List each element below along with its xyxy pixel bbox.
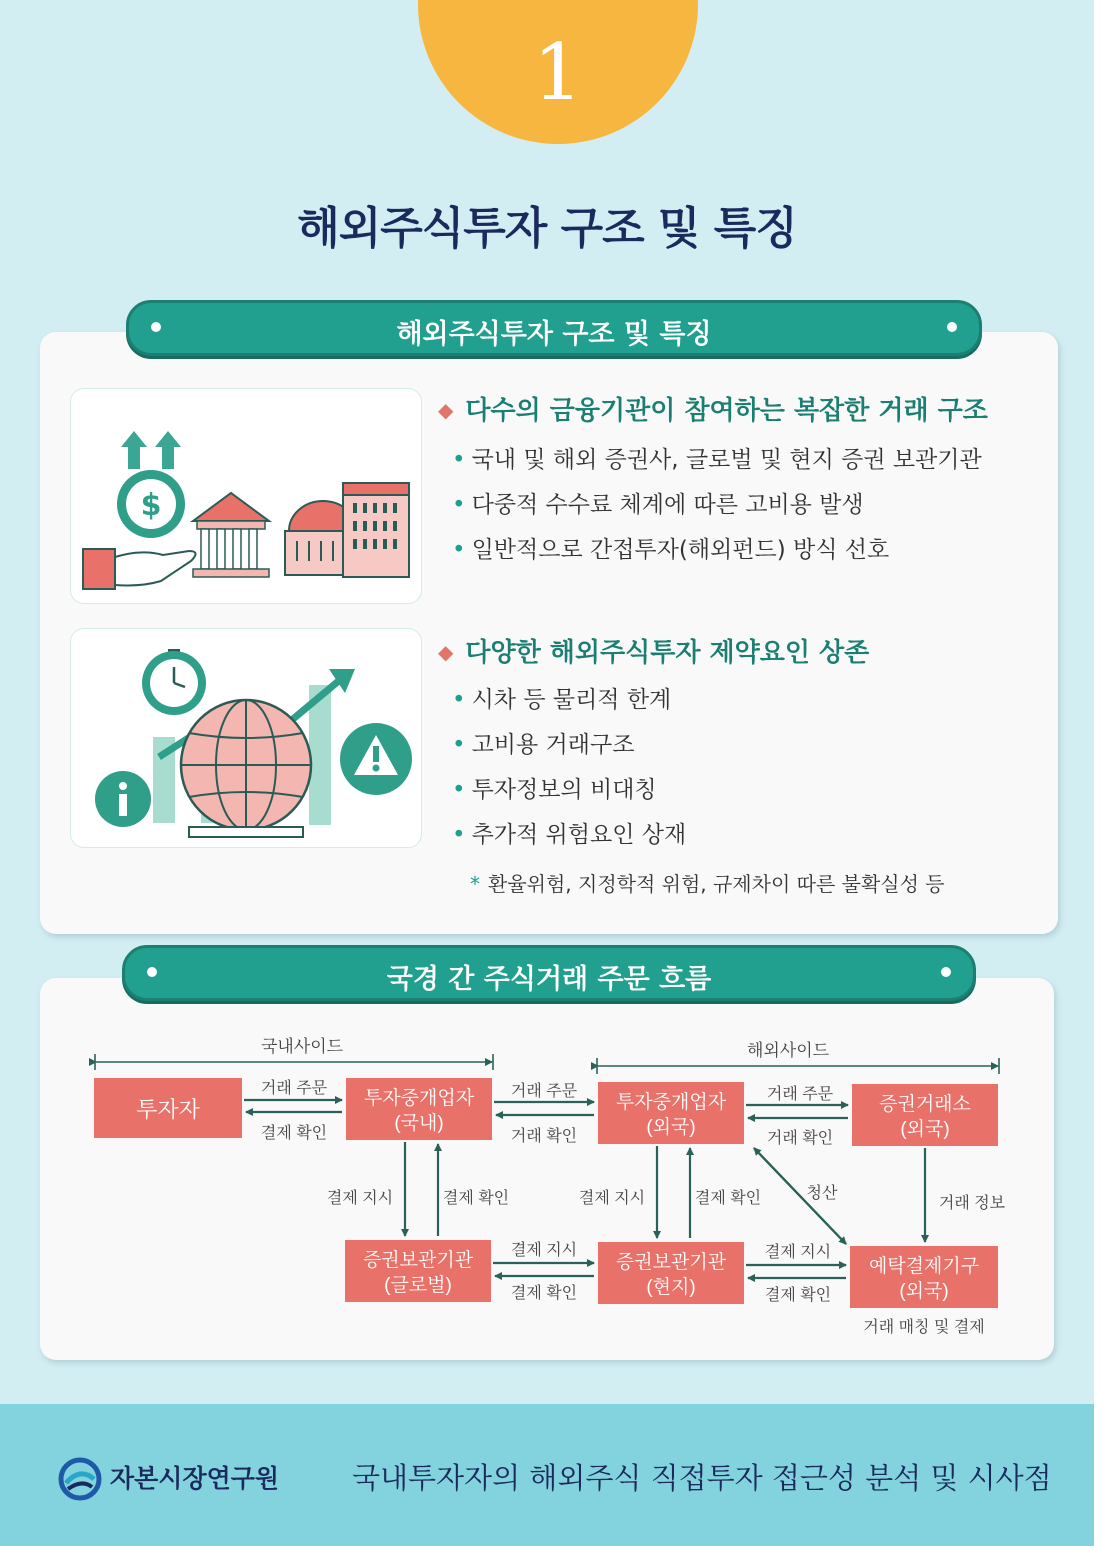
bullet-icon: • [452,537,466,563]
asterisk-icon: * [470,872,480,896]
report-title: 국내투자자의 해외주식 직접투자 접근성 분석 및 시사점 [352,1461,1052,1495]
box-label: 증권보관기관 [362,1250,474,1271]
info-icon [95,771,151,827]
flow-label: 거래 주문 [510,1083,578,1100]
bullet-text: 투자정보의 비대칭 [471,777,657,803]
page-title: 해외주식투자 구조 및 특징 [297,203,797,254]
flow-label: 청산 [806,1185,838,1202]
broker-domestic-box [346,1078,492,1140]
block1-bullets [452,438,982,573]
warning-icon [340,723,412,795]
flow-label: 결제 확인 [764,1287,832,1304]
number-badge [418,0,698,144]
box-label: 증권보관기관 [615,1252,727,1273]
custodian-local-box [598,1242,744,1304]
finance-illustration [70,388,422,604]
list-item [452,723,686,768]
box-sublabel: (글로벌) [384,1275,452,1296]
bullet-icon: • [452,822,466,848]
custodian-global-box [345,1240,491,1302]
org-name: 자본시장연구원 [110,1464,280,1493]
flow-label: 거래 확인 [766,1130,834,1147]
box-sublabel: (외국) [900,1119,950,1140]
bullet-icon: • [452,492,466,518]
domestic-side-label: 국내사이드 [260,1037,344,1056]
svg-text:$: $ [140,488,162,523]
box-label: 증권거래소 [879,1094,971,1115]
banner-title: 해외주식투자 구조 및 특징 [396,319,712,350]
broker-foreign-box [598,1082,744,1144]
flow-label: 거래 주문 [766,1086,834,1103]
flow-label: 결제 확인 [442,1190,510,1207]
block2-bullets [452,678,686,858]
flow-label: 거래 확인 [510,1128,578,1145]
flow-label: 결제 지시 [326,1190,394,1207]
overseas-side-bracket [597,1058,999,1074]
investor-label: 투자자 [136,1097,200,1122]
list-item [452,768,686,813]
flow-label: 결제 확인 [694,1190,762,1207]
flow-label: 결제 확인 [260,1125,328,1142]
list-item [452,528,982,573]
bullet-icon: • [452,687,466,713]
banner-dot [947,322,957,332]
bullet-text: 일반적으로 간접투자(해외펀드) 방식 선호 [471,537,890,563]
flow-label: 결제 지시 [764,1244,832,1261]
dollar-coin-icon [117,470,185,538]
flow-label: 거래 정보 [938,1195,1006,1212]
domestic-side-bracket [95,1054,493,1070]
bullet-text: 시차 등 물리적 한계 [471,687,672,713]
bullet-text: 추가적 위험요인 상재 [471,822,687,848]
investor-box [94,1078,242,1138]
diamond-icon: ◆ [438,398,454,422]
office-building-icon [343,483,409,577]
list-item [452,813,686,858]
section-banner-structure [126,300,982,356]
bullet-icon: • [452,777,466,803]
box-label: 투자중개업자 [615,1092,727,1113]
bullet-text: 고비용 거래구조 [471,732,635,758]
clock-icon [142,649,206,715]
list-item [452,678,686,723]
block1-heading [438,390,988,427]
banner-title: 국경 간 주식거래 주문 흐름 [386,964,712,995]
constraints-illustration [70,628,422,848]
org-logo-icon [58,1457,102,1501]
block1-heading-text: 다수의 금융기관이 참여하는 복잡한 거래 구조 [465,396,988,426]
bullet-icon: • [452,732,466,758]
block2-heading-text: 다양한 해외주식투자 제약요인 상존 [465,638,870,668]
box-sublabel: (국내) [394,1113,444,1134]
order-flow-diagram [40,978,1054,1360]
exchange-box [852,1084,998,1146]
csd-box [850,1246,998,1308]
box-sublabel: (현지) [646,1277,696,1298]
diamond-icon: ◆ [438,640,454,664]
block2-heading [438,632,869,669]
bank-building-icon [193,493,269,577]
flow-label: 거래 매칭 및 결제 [863,1319,985,1336]
bullet-icon: • [452,447,466,473]
box-label: 투자중개업자 [363,1088,475,1109]
hand-icon [83,549,196,589]
flow-label: 결제 확인 [510,1285,578,1302]
up-arrows-icon [121,431,181,469]
footnote [470,868,945,897]
flow-label: 결제 지시 [578,1190,646,1207]
footnote-text: 환율위험, 지정학적 위험, 규제차이 따른 불확실성 등 [488,872,945,896]
footer [0,1404,1094,1546]
box-sublabel: (외국) [646,1117,696,1138]
globe-icon [181,700,311,837]
box-sublabel: (외국) [899,1281,949,1302]
box-label: 예탁결제기구 [868,1256,980,1277]
overseas-side-label: 해외사이드 [746,1041,830,1060]
bullet-text: 다중적 수수료 체계에 따른 고비용 발생 [471,492,864,518]
list-item [452,483,982,528]
flow-label: 거래 주문 [260,1080,328,1097]
flow-label: 결제 지시 [510,1242,578,1259]
list-item [452,438,982,483]
bullet-text: 국내 및 해외 증권사, 글로벌 및 현지 증권 보관기관 [471,447,982,473]
badge-number: 1 [533,28,583,118]
banner-dot [941,967,951,977]
